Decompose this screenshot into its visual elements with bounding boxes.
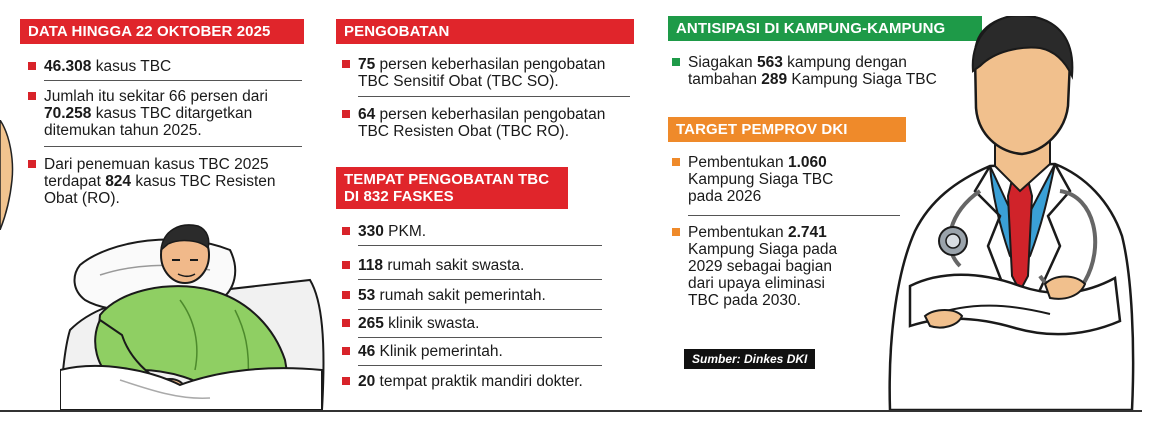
divider [358,365,602,366]
patient-in-bed-illustration [60,220,330,410]
faskes-item: 265 klinik swasta. [340,315,630,332]
bullet-icon [342,60,350,68]
anticipation-header: ANTISIPASI DI KAMPUNG-KAMPUNG [668,16,982,41]
list-item: 46.308 kasus TBC [26,58,311,75]
divider [358,309,602,310]
divider [44,146,302,147]
bullet-icon [28,92,36,100]
bullet-icon [342,291,350,299]
bullet-icon [28,62,36,70]
bullet-icon [342,227,350,235]
bullet-icon [342,261,350,269]
data-header: DATA HINGGA 22 OKTOBER 2025 [20,19,304,44]
bullet-icon [28,160,36,168]
bullet-icon [342,377,350,385]
faskes-item: 330 PKM. [340,223,630,240]
treatment-header: PENGOBATAN [336,19,634,44]
faskes-header: TEMPAT PENGOBATAN TBC DI 832 FASKES [336,167,568,209]
faskes-item: 46 Klinik pemerintah. [340,343,630,360]
divider [44,80,302,81]
faskes-item: 118 rumah sakit swasta. [340,257,630,274]
list-item: 75 persen keberhasilan pengobatan TBC Sensitif Obat (TBC SO). [340,56,640,90]
bullet-icon [672,228,680,236]
divider [358,245,602,246]
divider [358,279,602,280]
faskes-item: 53 rumah sakit pemerintah. [340,287,630,304]
source-label: Sumber: Dinkes DKI [684,349,815,369]
target-item: Pembentukan 2.741 Kampung Siaga pada 2029 sebagai bagian dari upaya eliminasi TBC pada 2030. [670,224,890,309]
target-header: TARGET PEMPROV DKI [668,117,906,142]
list-item: Jumlah itu sekitar 66 persen dari 70.258 kasus TBC ditargetkan ditemukan tahun 2025. [26,88,316,139]
target-item: Pembentukan 1.060 Kampung Siaga TBC pada 2026 [670,154,890,205]
list-item: Siagakan 563 kampung dengan tambahan 289 Kampung Siaga TBC [670,54,970,88]
doctor-with-stethoscope-illustration [870,16,1140,410]
bullet-icon [672,58,680,66]
bullet-icon [672,158,680,166]
bullet-icon [342,110,350,118]
bottom-rule [0,410,1142,412]
faskes-item: 20 tempat praktik mandiri dokter. [340,373,640,390]
list-item: Dari penemuan kasus TBC 2025 terdapat 824 kasus TBC Resisten Obat (RO). [26,156,316,207]
divider [688,215,900,216]
bullet-icon [342,319,350,327]
divider [358,337,602,338]
bullet-icon [342,347,350,355]
divider [358,96,630,97]
left-edge-illustration-fragment [0,120,14,230]
list-item: 64 persen keberhasilan pengobatan TBC Resisten Obat (TBC RO). [340,106,640,140]
